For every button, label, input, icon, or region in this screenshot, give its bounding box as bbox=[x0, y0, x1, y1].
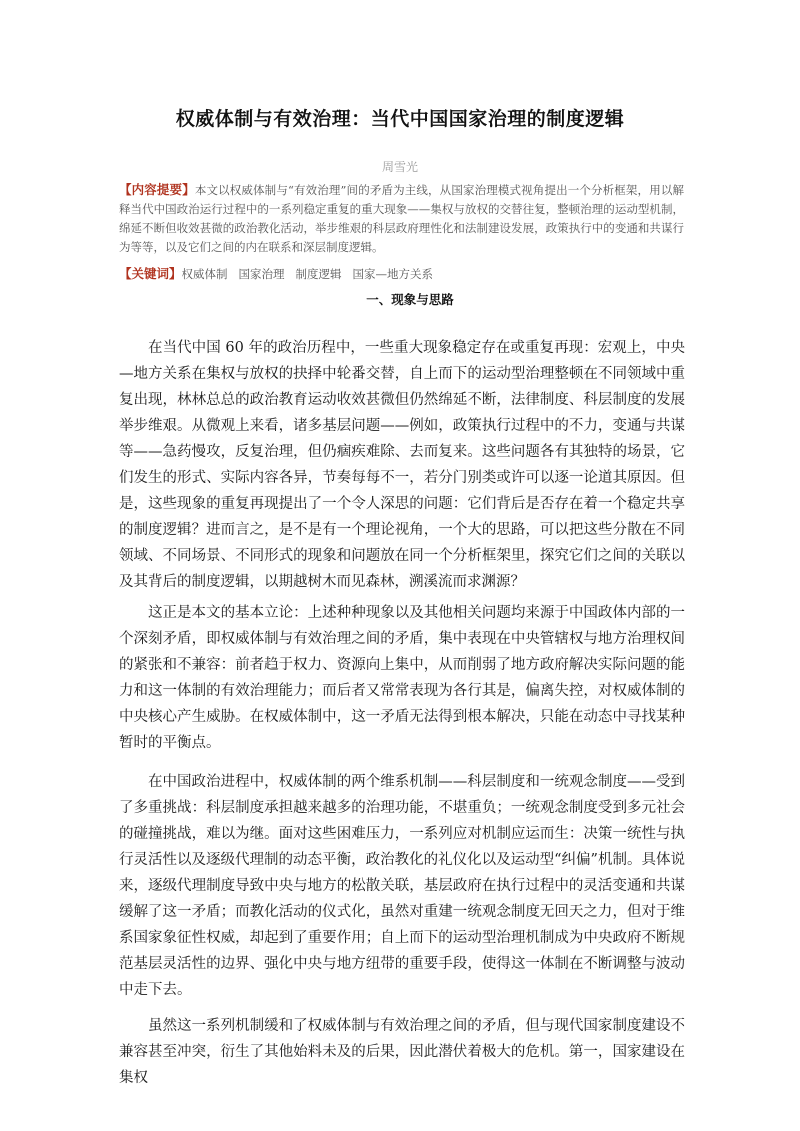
abstract-text: 本文以权威体制与“有效治理”间的矛盾为主线，从国家治理模式视角提出一个分析框架，用以解释当代中国政治运行过程中的一系列稳定重复的重大现象——集权与放权的交替往复，整顿治理的运动型机制，绵延不断但收效甚微的政治教化活动，举步维艰的科层政府理性化和法制建设发展，政策执行中的变通和共谋行为等等，以及它们之间的内在联系和深层制度逻辑。 bbox=[119, 183, 684, 254]
abstract-block bbox=[119, 180, 684, 257]
keywords-block bbox=[119, 264, 684, 284]
keywords-label: 【关键词】 bbox=[119, 266, 182, 281]
keyword-item: 国家—地方关系 bbox=[352, 267, 434, 281]
abstract-label: 【内容提要】 bbox=[119, 182, 195, 197]
keyword-item: 制度逻辑 bbox=[295, 267, 342, 281]
keyword-item: 国家治理 bbox=[238, 267, 285, 281]
body-paragraph: 在中国政治进程中，权威体制的两个维系机制——科层制度和一统观念制度——受到了多重挑战：科层制度承担越来越多的治理功能，不堪重负；一统观念制度受到多元社会的碰撞挑战，难以为继。面对这些困难压力，一系列应对机制应运而生：决策一统性与执行灵活性以及逐级代理制的动态平衡，政治教化的礼仪化以及运动型“纠偏”机制。具体说来，逐级代理制度导致中央与地方的松散关联，基层政府在执行过程中的灵活变通和共谋缓解了这一矛盾；而教化活动的仪式化，虽然对重建一统观念制度无回天之力，但对于维系国家象征性权威，却起到了重要作用；自上而下的运动型治理机制成为中央政府不断规范基层灵活性的边界、强化中央与地方纽带的重要手段，使得这一体制在不断调整与波动中走下去。 bbox=[119, 774, 685, 998]
body-paragraph: 这正是本文的基本立论：上述种种现象以及其他相关问题均来源于中国政体内部的一个深刻矛盾，即权威体制与有效治理之间的矛盾，集中表现在中央管辖权与地方治理权间的紧张和不兼容：前者趋于权力、资源向上集中，从而削弱了地方政府解决实际问题的能力和这一体制的有效治理能力；而后者又常常表现为各行其是，偏离失控，对权威体制的中央核心产生威胁。在权威体制中，这一矛盾无法得到根本解决，只能在动态中寻找某种暂时的平衡点。 bbox=[119, 605, 685, 751]
author-name: 周雪光 bbox=[381, 160, 418, 174]
section-heading: 一、现象与思路 bbox=[366, 292, 454, 307]
body-paragraph: 在当代中国 60 年的政治历程中，一些重大现象稳定存在或重复再现：宏观上，中央—地方关系在集权与放权的抉择中轮番交替，自上而下的运动型治理整顿在不同领域中重复出现，林林总总的政治教育运动收效甚微但仍然绵延不断，法律制度、科层制度的发展举步维艰。从微观上来看，诸多基层问题——例如，政策执行过程中的不力，变通与共谋等——急药慢攻，反复治理，但仍痼疾难除、去而复来。这些问题各有其独特的场景，它们发生的形式、实际内容各异，节奏每每不一，若分门别类或许可以逐一论道其原因。但是，这些现象的重复再现提出了一个令人深思的问题：它们背后是否存在着一个稳定共享的制度逻辑？进而言之，是不是有一个理论视角，一个大的思路，可以把这些分散在不同领域、不同场景、不同形式的现象和问题放在同一个分析框架里，探究它们之间的关联以及其背后的制度逻辑，以期越树木而见森林，溯溪流而求渊源？ bbox=[119, 340, 685, 590]
article-title: 权威体制与有效治理：当代中国国家治理的制度逻辑 bbox=[175, 108, 625, 130]
keyword-item: 权威体制 bbox=[181, 267, 228, 281]
body-paragraph: 虽然这一系列机制缓和了权威体制与有效治理之间的矛盾，但与现代国家制度建设不兼容甚至冲突，衍生了其他始料未及的后果，因此潜伏着极大的危机。第一，国家建设在集权 bbox=[119, 1018, 685, 1086]
